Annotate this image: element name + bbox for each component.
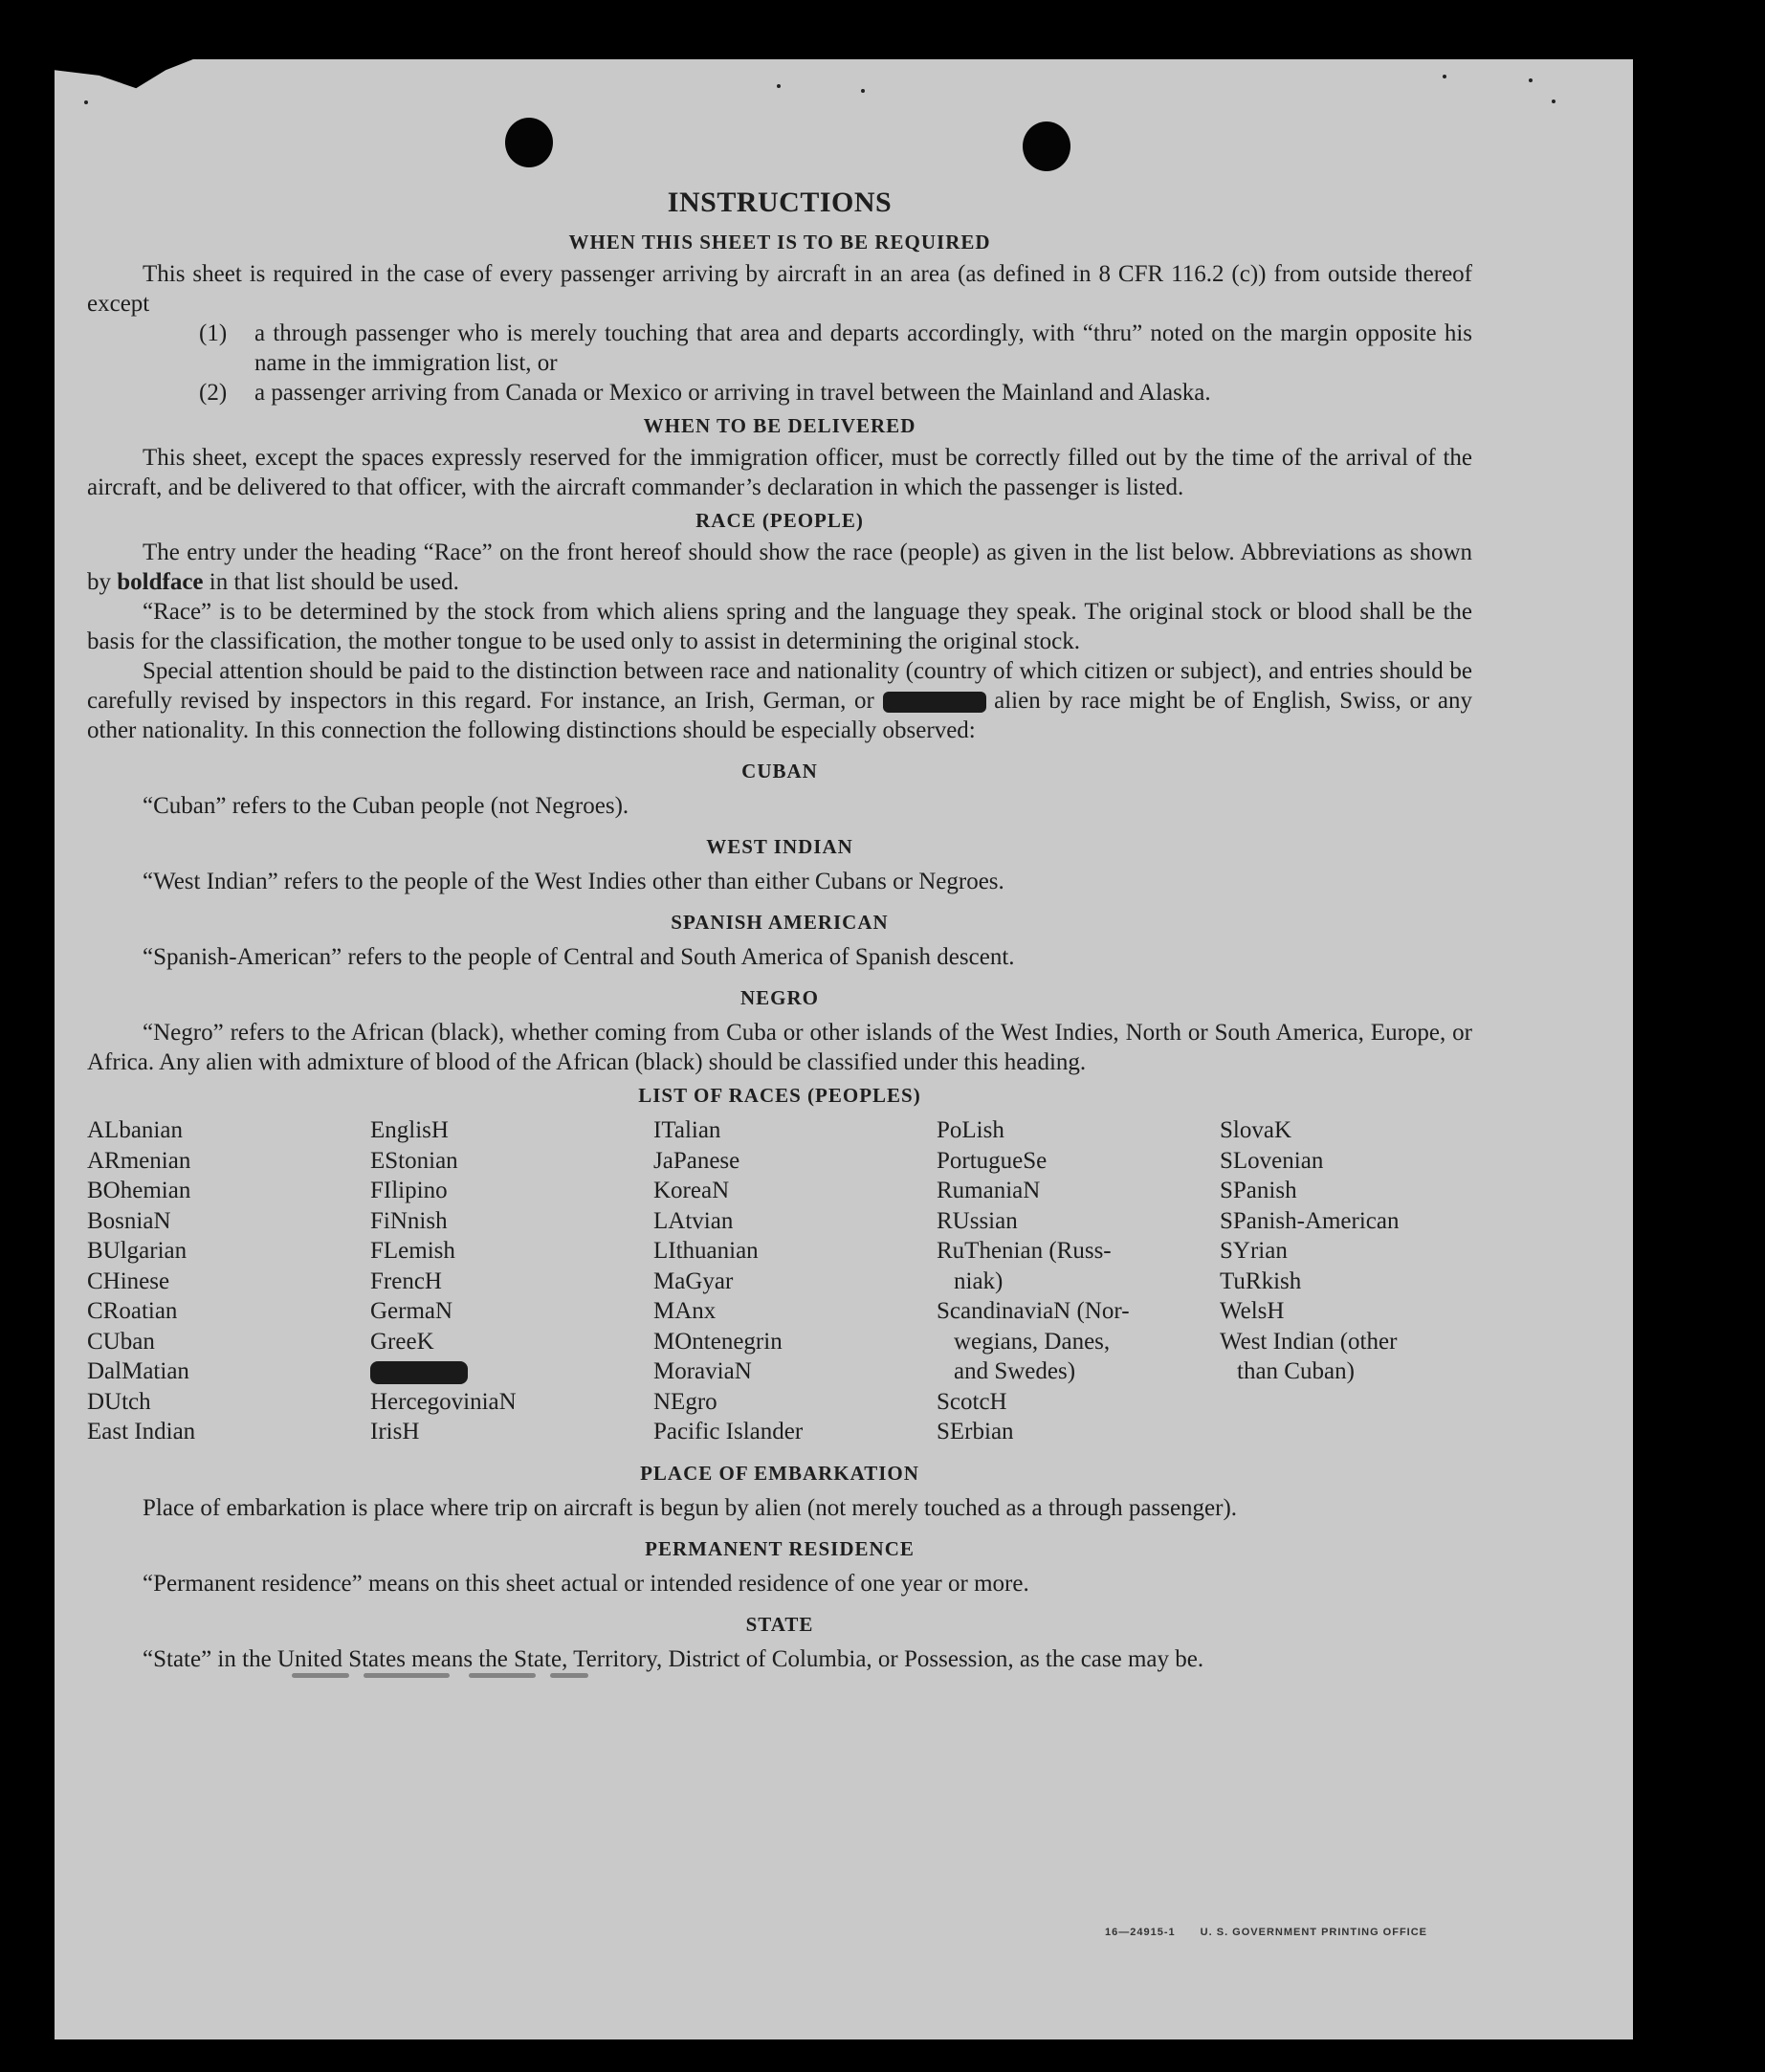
- race-entry: PortugueSe: [937, 1147, 1048, 1174]
- race-entry: East Indian: [87, 1419, 196, 1444]
- redacted-entry: [370, 1356, 653, 1387]
- race-entry: GreeK: [370, 1328, 434, 1355]
- print-footer: [1105, 1927, 1448, 1938]
- race-entry: FLemish: [370, 1238, 455, 1264]
- race-entry: CHinese: [87, 1267, 170, 1294]
- speck: [1443, 75, 1446, 78]
- race-entry: PoLish: [937, 1117, 1004, 1143]
- race-column: [1220, 1115, 1472, 1447]
- race-entry: FIlipino: [370, 1178, 448, 1203]
- paragraph: “State” in the United States means the State, Territory, District of Columbia, or Possession, as the case may be.: [143, 1645, 1204, 1672]
- race-entry: MOntenegrin: [653, 1328, 783, 1355]
- section-heading: WHEN THIS SHEET IS TO BE REQUIRED: [568, 231, 991, 253]
- section-heading: NEGRO: [739, 986, 819, 1009]
- race-list: [87, 1115, 1472, 1447]
- race-entry: SPanish: [1220, 1178, 1297, 1203]
- page-title: INSTRUCTIONS: [667, 187, 893, 218]
- race-entry: Pacific Islander: [653, 1419, 804, 1444]
- race-entry: GermaN: [370, 1298, 453, 1324]
- paragraph: This sheet, except the spaces expressly reserved for the immigration officer, must be correctly filled out by the time of the arrival of the aircraft, and be delivered to that officer, with the aircraft commander’s declaration in which the passenger is listed.: [87, 445, 1472, 500]
- race-entry: IrisH: [370, 1419, 420, 1444]
- section-heading: SPANISH AMERICAN: [671, 911, 889, 934]
- race-column: [937, 1115, 1220, 1447]
- race-column: [653, 1115, 937, 1447]
- paragraph: “Negro” refers to the African (black), whether coming from Cuba or other islands of the West Indies, North or South America, Europe, or Africa. Any alien with admixture of blood of the African (black) should be classified under this heading.: [87, 1020, 1472, 1075]
- paragraph: “Race” is to be determined by the stock from which aliens spring and the language they speak. The original stock or blood shall be the basis for the classification, the mother tongue to be used only to assist in determining the original stock.: [87, 599, 1472, 654]
- race-entry: West Indian (other: [1220, 1328, 1398, 1355]
- section-heading: PLACE OF EMBARKATION: [640, 1461, 919, 1485]
- paragraph: The entry under the heading “Race” on the front hereof should show the race (people) as given in the list below. Abbreviations as shown by boldface in that list should be used.: [87, 540, 1472, 595]
- item-number: (1): [199, 320, 228, 346]
- instructions-body: [87, 182, 1472, 1674]
- section-heading: CUBAN: [741, 760, 818, 783]
- paragraph: “West Indian” refers to the people of the West Indies other than either Cubans or Negroes.: [143, 869, 1004, 894]
- race-entry: LAtvian: [653, 1207, 734, 1234]
- race-entry: CRoatian: [87, 1298, 178, 1324]
- race-entry: wegians, Danes,: [954, 1328, 1111, 1355]
- race-entry: RUssian: [937, 1207, 1018, 1234]
- punch-hole: [505, 118, 553, 167]
- paragraph: “Cuban” refers to the Cuban people (not Negroes).: [143, 793, 629, 819]
- list-item: [87, 319, 1472, 378]
- section-heading: STATE: [745, 1612, 814, 1636]
- race-entry: SlovaK: [1220, 1117, 1291, 1143]
- race-entry: FrencH: [370, 1267, 442, 1294]
- race-entry: EnglisH: [370, 1117, 449, 1143]
- race-entry: NEgro: [653, 1388, 717, 1415]
- race-entry: BUlgarian: [87, 1238, 188, 1264]
- race-entry: JaPanese: [653, 1147, 740, 1174]
- paragraph: “Permanent residence” means on this sheet actual or intended residence of one year or more.: [143, 1570, 1029, 1597]
- race-entry: TuRkish: [1220, 1267, 1302, 1294]
- race-entry: BosniaN: [87, 1207, 171, 1234]
- race-entry: niak): [954, 1267, 1004, 1294]
- section-heading: RACE (PEOPLE): [695, 509, 864, 532]
- section-heading: WEST INDIAN: [706, 835, 853, 858]
- race-entry: ScotcH: [937, 1388, 1007, 1415]
- printer-credit: U. S. GOVERNMENT PRINTING OFFICE: [1200, 1927, 1428, 1938]
- race-entry: SYrian: [1220, 1238, 1288, 1264]
- race-column: [370, 1115, 653, 1447]
- race-entry: RumaniaN: [937, 1178, 1041, 1203]
- race-entry: ScandinaviaN (Nor-: [937, 1298, 1130, 1324]
- race-entry: DUtch: [87, 1388, 151, 1415]
- faint-smudge: [292, 1664, 607, 1685]
- race-entry: RuThenian (Russ-: [937, 1238, 1112, 1264]
- race-entry: ARmenian: [87, 1147, 191, 1174]
- race-entry: SErbian: [937, 1419, 1014, 1444]
- punch-hole: [1023, 121, 1070, 171]
- race-entry: KoreaN: [653, 1178, 730, 1203]
- race-entry: FiNnish: [370, 1207, 448, 1234]
- speck: [1529, 78, 1533, 82]
- section-heading: LIST OF RACES (PEOPLES): [638, 1084, 921, 1107]
- section-heading: WHEN TO BE DELIVERED: [643, 414, 916, 437]
- race-entry: MaGyar: [653, 1267, 734, 1294]
- race-entry: SLovenian: [1220, 1147, 1324, 1174]
- race-entry: MAnx: [653, 1298, 717, 1324]
- race-entry: SPanish-American: [1220, 1207, 1400, 1234]
- paragraph: “Spanish-American” refers to the people of Central and South America of Spanish descent.: [143, 944, 1015, 970]
- speck: [1552, 99, 1555, 103]
- race-entry: HercegoviniaN: [370, 1388, 517, 1415]
- race-entry: LIthuanian: [653, 1238, 759, 1264]
- section-heading: PERMANENT RESIDENCE: [645, 1536, 915, 1560]
- race-entry: DalMatian: [87, 1358, 189, 1384]
- item-text: a through passenger who is merely touching that area and departs accordingly, with “thru” noted on the margin opposite his name in the immigration list, or: [254, 320, 1472, 376]
- race-column: [87, 1115, 370, 1447]
- redaction-mark: [883, 692, 986, 713]
- paragraph: Place of embarkation is place where trip on aircraft is begun by alien (not merely touched as a through passenger).: [143, 1494, 1238, 1521]
- speck: [84, 100, 88, 104]
- race-entry: BOhemian: [87, 1178, 191, 1203]
- race-entry: CUban: [87, 1328, 155, 1355]
- race-entry: ITalian: [653, 1117, 721, 1143]
- paragraph: Special attention should be paid to the distinction between race and nationality (country of which citizen or subject), and entries should be carefully revised by inspectors in this regard. For instance, an Irish, German, or alien by race might be of English, Swiss, or any other nationality. In this connection the following distinctions should be especially observed:: [87, 658, 1473, 743]
- race-entry: EStonian: [370, 1147, 458, 1174]
- list-item: [87, 378, 1472, 408]
- race-entry: than Cuban): [1237, 1358, 1355, 1384]
- race-entry: MoraviaN: [653, 1358, 752, 1384]
- paragraph: This sheet is required in the case of every passenger arriving by aircraft in an area (as defined in 8 CFR 116.2 (c)) from outside thereof except: [87, 261, 1472, 317]
- item-text: a passenger arriving from Canada or Mexico or arriving in travel between the Mainland and Alaska.: [254, 380, 1211, 406]
- redaction-mark: [370, 1361, 468, 1384]
- speck: [777, 84, 781, 88]
- speck: [861, 89, 865, 93]
- race-entry: WelsH: [1220, 1298, 1285, 1324]
- form-number: 16—24915-1: [1105, 1927, 1176, 1938]
- race-entry: and Swedes): [954, 1358, 1076, 1384]
- race-entry: ALbanian: [87, 1117, 183, 1143]
- item-number: (2): [199, 380, 228, 406]
